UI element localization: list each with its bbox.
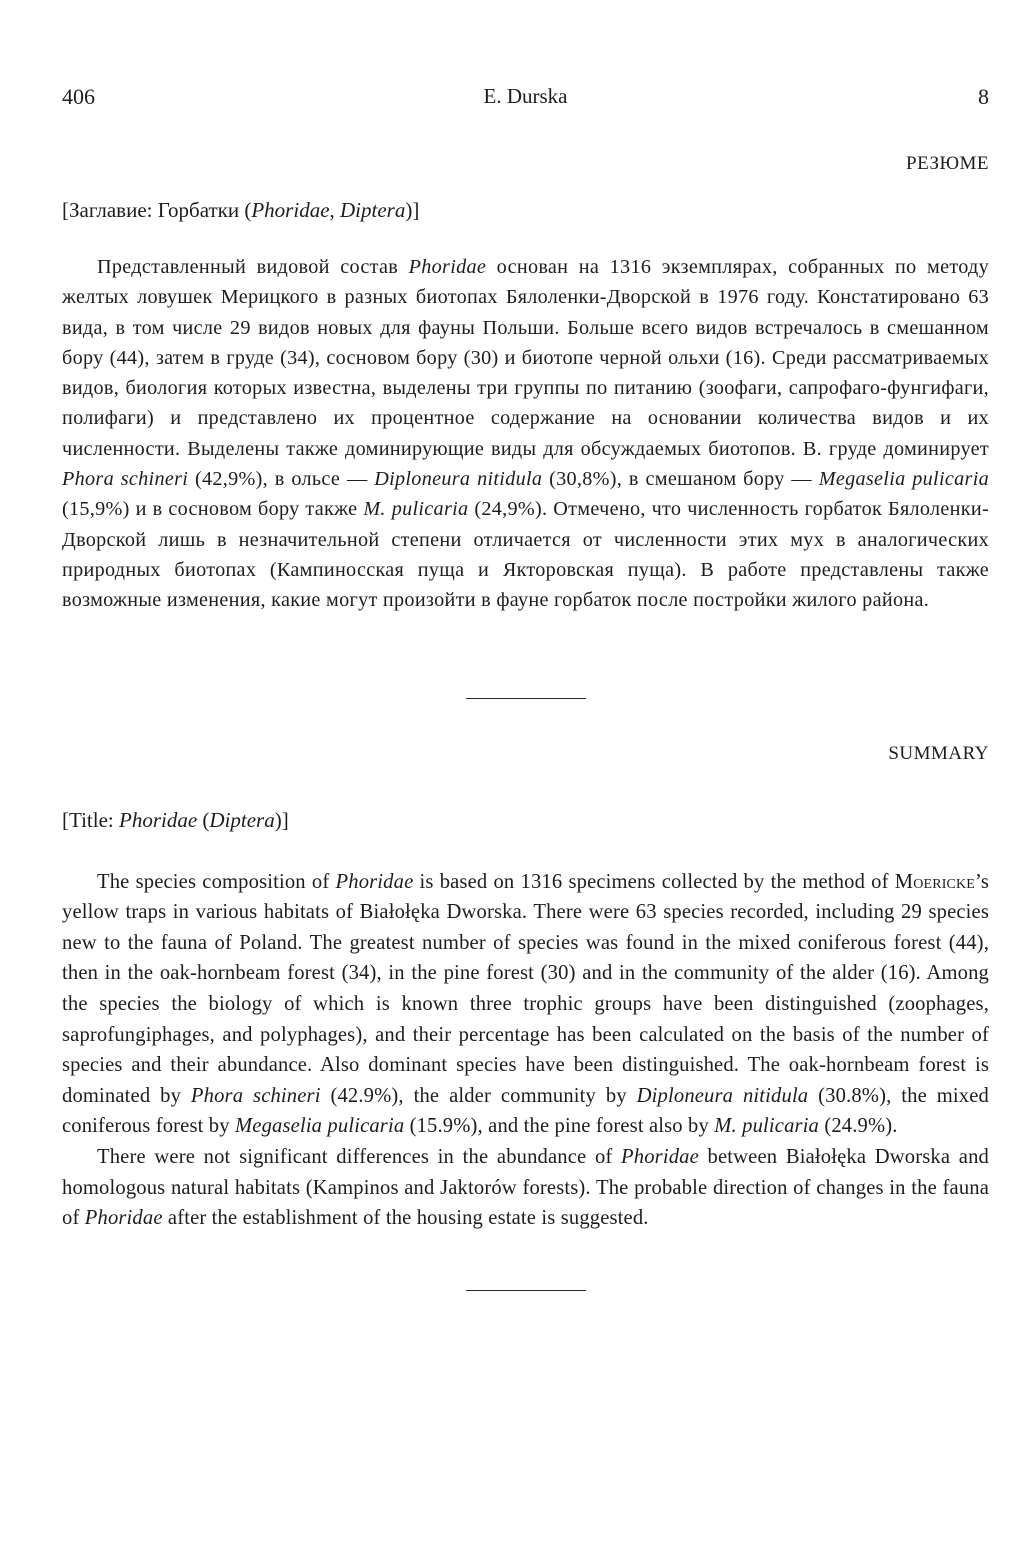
running-head-author: E. Durska — [483, 84, 568, 108]
page — [62, 84, 989, 1291]
section-divider-rule — [466, 698, 586, 699]
russian-title: [Заглавие: Горбатки (Phoridae, Diptera)] — [62, 198, 420, 222]
russian-summary-heading: РЕЗЮМЕ — [906, 153, 989, 174]
section-number: 8 — [978, 84, 989, 109]
english-abstract-paragraph-2: There were not significant differences in the abundance of Phoridae between Białołęka Dworska and homologous natural habitats (Kampinos and Jaktorów forests). The probable direction of changes in the fauna of Phoridae after the establishment of the housing estate is suggested. — [62, 1145, 989, 1230]
english-abstract-paragraph-1: The species composition of Phoridae is based on 1316 specimens collected by the method of Moericke’s yellow traps in various habitats of Białołęka Dworska. There were 63 species recorded, including 29 species new to the fauna of Poland. The greatest number of species was found in the mixed coniferous forest (44), then in the oak-hornbeam forest (34), in the pine forest (30) and in the community of the alder (16). Among the species the biology of which is known three trophic groups have been distinguished (zoophages, saprofungiphages, and polyphages), and their percentage has been calculated on the basis of the number of species and their abundance. Also dominant species have been distinguished. The oak-hornbeam forest is dominated by Phora schineri (42.9%), the alder community by Diploneura nitidula (30.8%), the mixed coniferous forest by Megaselia pulicaria (15.9%), and the pine forest also by M. pulicaria (24.9%). — [62, 870, 990, 1138]
english-summary-heading: SUMMARY — [888, 742, 989, 764]
page-number: 406 — [62, 84, 95, 109]
english-title: [Title: Phoridae (Diptera)] — [62, 807, 289, 832]
end-divider-rule — [466, 1290, 586, 1291]
russian-abstract-paragraph: Представленный видовой состав Phoridae основан на 1316 экземплярах, собранных по методу желтых ловушек Мерицкого в разных биотопах Бялоленки-Дворской в 1976 году. Констатировано 63 вида, в том числе 29 видов новых для фауны Польши. Больше всего видов встречалось в смешанном бору (44), затем в груде (34), сосновом бору (30) и биотопе черной ольхи (16). Среди рассматриваемых видов, биология которых известна, выделены три группы по питанию (зоофаги, сапрофаго-фунгифаги, полифаги) и представлено их процентное содержание на основании количества видов и их численности. Выделены также доминирующие виды для обсуждаемых биотопов. В. груде доминирует Phora schineri (42,9%), в ольсе — Diploneura nitidula (30,8%), в смешаном бору — Megaselia pulicaria (15,9%) и в сосновом бору также M. pulicaria (24,9%). Отмечено, что численность горбаток Бялоленки-Дворской лишь в незначительной степени отличается от численности этих мух в аналогических природных биотопах (Кампиносская пуща и Якторовская пуща). В работе представлены также возможные изменения, какие могут произойти в фауне горбаток после постройки жилого района. — [62, 256, 989, 612]
running-head — [62, 84, 989, 116]
